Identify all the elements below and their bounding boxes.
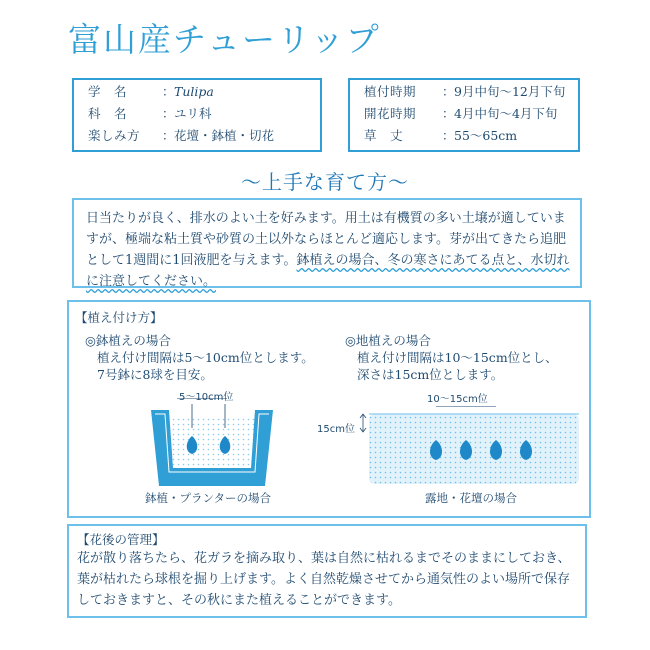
season-info-box — [348, 78, 580, 152]
info-value: ユリ科 — [174, 106, 212, 121]
section-heading: 〜上手な育て方〜 — [241, 170, 409, 194]
info-value: 9月中旬〜12月下旬 — [454, 84, 566, 99]
ground-method-title: ◎地植えの場合 — [345, 333, 431, 348]
aftercare-text: 花が散り落ちたら、花ガラを摘み取り、葉は自然に枯れるまでそのままにしておき、葉が枯れたら球根を掘り上げます。よく自然乾燥させてから通気性のよい場所で保存しておきますと、その秋にまた植えることができます。 — [77, 551, 571, 608]
care-intro-box — [72, 198, 582, 288]
info-separator: ： — [442, 128, 455, 143]
care-intro-emphasis: 鉢植えの場合、冬の寒さにあてる点と、水切れに注意してください。 — [86, 253, 570, 289]
info-value: 4月中旬〜4月下旬 — [454, 106, 558, 121]
info-row-scientific-name — [74, 82, 320, 102]
aftercare-section — [67, 524, 587, 618]
ground-depth-label: 15cm位 — [317, 424, 355, 435]
ground-diagram — [359, 406, 584, 486]
info-label: 科 名 — [88, 106, 128, 121]
info-label: 植付時期 — [364, 84, 417, 99]
info-separator: ： — [162, 84, 175, 99]
ground-spacing-label: 10〜15cm位 — [427, 394, 488, 405]
info-label: 草 丈 — [364, 128, 404, 143]
pot-method-title: ◎鉢植えの場合 — [85, 333, 171, 348]
pot-method — [85, 332, 314, 383]
pot-spacing-label: 5〜10cm位 — [179, 392, 234, 403]
info-label: 楽しみ方 — [88, 128, 141, 143]
info-value: 花壇・鉢植・切花 — [174, 128, 275, 143]
pot-method-line: 植え付け間隔は5〜10cm位とします。 — [97, 350, 314, 365]
page-title: 富山産チューリップ — [68, 20, 381, 59]
info-row-height — [350, 126, 578, 146]
planting-label: 【植え付け方】 — [75, 310, 163, 325]
info-separator: ： — [162, 128, 175, 143]
ground-caption: 露地・花壇の場合 — [425, 491, 517, 505]
info-value: 55〜65cm — [454, 128, 518, 143]
planting-section — [67, 300, 591, 518]
ground-method — [345, 332, 558, 383]
info-label: 学 名 — [88, 84, 128, 99]
info-row-planting-time — [350, 82, 578, 102]
info-separator: ： — [162, 106, 175, 121]
pot-diagram — [147, 398, 287, 488]
ground-method-line: 深さは15cm位とします。 — [357, 367, 504, 382]
info-separator: ： — [442, 106, 455, 121]
pot-caption: 鉢植・プランターの場合 — [145, 491, 272, 505]
plant-info-box — [72, 78, 322, 152]
aftercare-label: 【花後の管理】 — [77, 532, 165, 547]
ground-method-line: 植え付け間隔は10〜15cm位とし、 — [357, 350, 558, 365]
pot-method-line: 7号鉢に8球を目安。 — [97, 367, 213, 382]
info-value: Tulipa — [174, 84, 214, 99]
info-row-family — [74, 104, 320, 124]
care-intro-text: 日当たりが良く、排水のよい土を好みます。用土は有機質の多い土壌が適していますが、極端な粘土質や砂質の土以外ならほとんど適応します。芽が出てきたら追肥として1週間に1回液肥を与えます。 — [86, 211, 566, 268]
info-label: 開花時期 — [364, 106, 417, 121]
info-row-bloom-time — [350, 104, 578, 124]
info-row-uses — [74, 126, 320, 146]
info-separator: ： — [442, 84, 455, 99]
